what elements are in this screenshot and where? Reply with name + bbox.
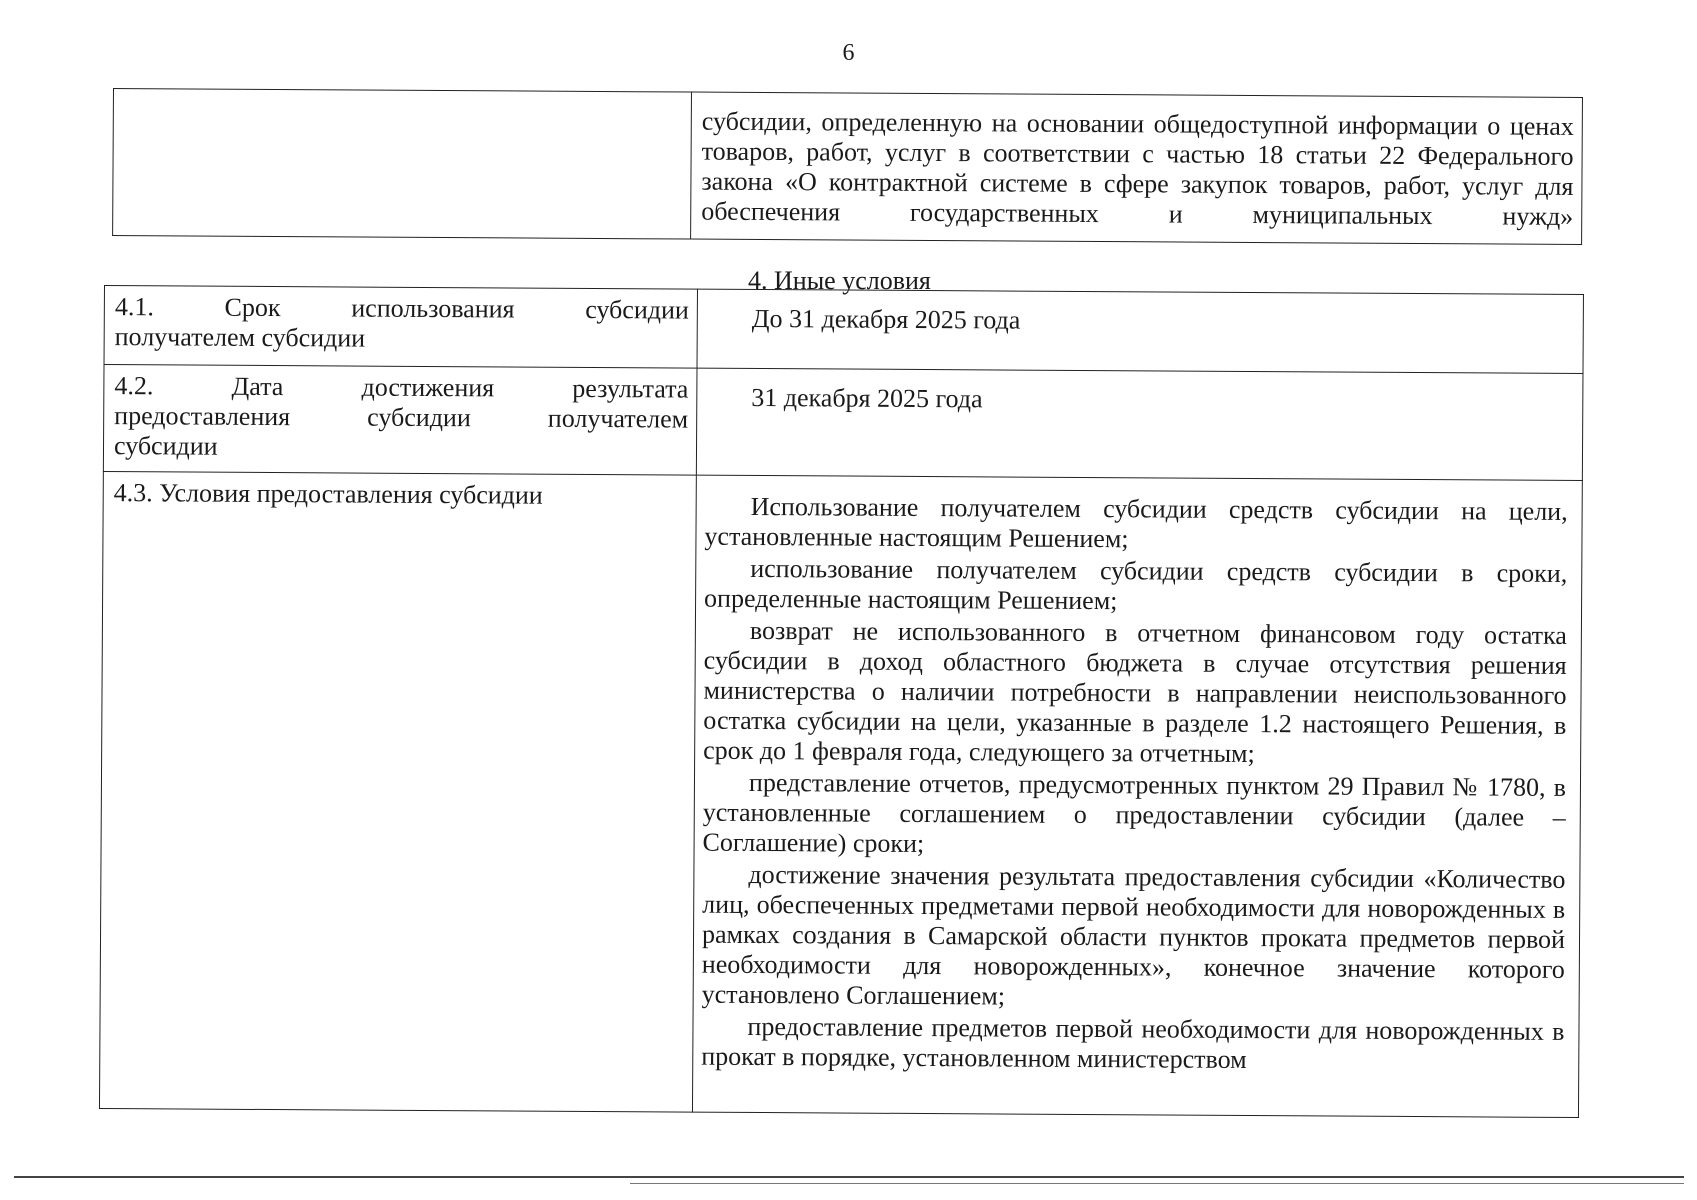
continuation-text-cell [691, 92, 1583, 244]
conditions-table [99, 285, 1584, 1118]
scan-bottom-edge [14, 1176, 1684, 1178]
row-label-line: 4.2. Дата достижения результата [114, 371, 689, 404]
row-label-line: субсидии [113, 431, 218, 461]
section-title: 4. Иные условия [748, 266, 931, 295]
continuation-table [112, 88, 1583, 245]
page-number: 6 [842, 40, 855, 66]
table-row [104, 286, 1583, 374]
table-row [103, 365, 1583, 481]
row-label-cell [99, 471, 696, 1112]
condition-paragraph: Использование получателем субсидии средств субсидии на цели, установленные настоящим Решением; [704, 491, 1568, 554]
condition-paragraph: предоставление предметов первой необходимости для новорожденных в прокат в порядке, установленном министерством [701, 1011, 1565, 1074]
condition-paragraph: достижение значения результата предоставления субсидии «Количество лиц, обеспеченных предметами первой необходимости для новорожденных в рамках создания в Самарской области пунктов проката предметов первой необходимости для новорожденных», конечное значение которого установлено Соглашением; [701, 859, 1566, 1011]
row-label-cell [103, 365, 697, 476]
row-value: 31 декабря 2025 года [751, 382, 983, 414]
row-value-cell [697, 289, 1583, 373]
continuation-text: субсидии, определенную на основании общедоступной информации о ценах товаров, работ, услуг в соответствии с частью 18 статьи 22 Федерального закона «О контрактной системе в сфере закупок товаров, работ, услуг для обеспечения государственных и муниципальных нужд» [701, 106, 1574, 231]
condition-paragraph: представление отчетов, предусмотренных пунктом 29 Правил № 1780, в установленные соглашением о предоставлении субсидии (далее – Соглашение) сроки; [702, 767, 1567, 859]
row-label-line: 4.1. Срок использования субсидии [114, 292, 689, 325]
row-label-line: предоставления субсидии получателем [114, 401, 689, 434]
condition-paragraph: возврат не использованного в отчетном финансовом году остатка субсидии в доход областного бюджета в случае отсутствия решения министерства о наличии потребности в направлении неиспользованного остатка субсидии на цели, указанные в разделе 1.2 настоящего Решения, в срок до 1 февраля года, следующего за отчетным; [703, 615, 1567, 769]
row-label-line: получателем субсидии [114, 322, 366, 353]
row-value: До 31 декабря 2025 года [751, 303, 1021, 335]
condition-paragraph: использование получателем субсидии средств субсидии в сроки, определенные настоящим Решением; [704, 553, 1568, 616]
row-value-cell [692, 475, 1582, 1117]
continuation-empty-cell [113, 89, 692, 240]
scan-bottom-edge-secondary [630, 1183, 1684, 1184]
row-label-cell [104, 286, 697, 369]
table-row [99, 471, 1582, 1117]
row-label: 4.3. Условия предоставления субсидии [113, 478, 543, 510]
row-value-cell [696, 368, 1583, 480]
